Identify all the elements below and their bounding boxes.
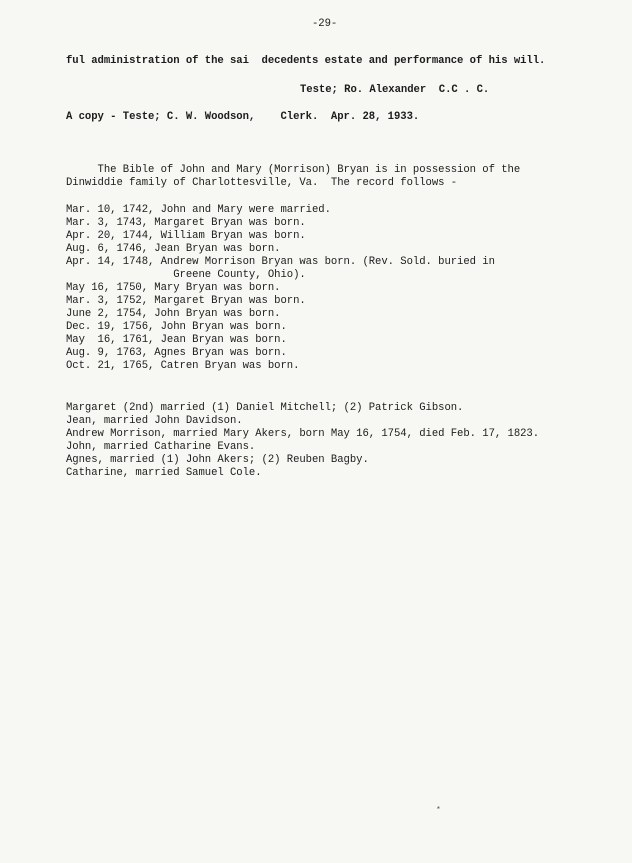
marriage-line: Agnes, married (1) John Akers; (2) Reuben Bagby. — [66, 454, 369, 466]
page-number: -29- — [312, 18, 338, 30]
marriage-line: Catharine, married Samuel Cole. — [66, 467, 262, 479]
record-line: Aug. 6, 1746, Jean Bryan was born. — [66, 243, 281, 255]
record-line: Apr. 14, 1748, Andrew Morrison Bryan was born. (Rev. Sold. buried in — [66, 256, 495, 268]
scan-speck: * — [436, 806, 441, 815]
record-line: Oct. 21, 1765, Catren Bryan was born. — [66, 360, 300, 372]
record-line: May 16, 1761, Jean Bryan was born. — [66, 334, 287, 346]
bible-paragraph-line-1: The Bible of John and Mary (Morrison) Bryan is in possession of the — [66, 164, 521, 176]
teste-signature: Teste; Ro. Alexander C.C . C. — [300, 84, 490, 96]
record-line: Greene County, Ohio). — [66, 269, 306, 281]
intro-line-1: ful administration of the sai decedents estate and performance of his will. — [66, 55, 546, 67]
record-line: Aug. 9, 1763, Agnes Bryan was born. — [66, 347, 287, 359]
bible-paragraph-line-2: Dinwiddie family of Charlottesville, Va. The record follows - — [66, 177, 458, 189]
marriage-line: John, married Catharine Evans. — [66, 441, 256, 453]
record-line: June 2, 1754, John Bryan was born. — [66, 308, 281, 320]
record-line: Apr. 20, 1744, William Bryan was born. — [66, 230, 306, 242]
copy-attestation: A copy - Teste; C. W. Woodson, Clerk. Apr. 28, 1933. — [66, 111, 420, 123]
marriage-line: Andrew Morrison, married Mary Akers, born May 16, 1754, died Feb. 17, 1823. — [66, 428, 540, 440]
record-line: Mar. 10, 1742, John and Mary were married. — [66, 204, 331, 216]
record-line: May 16, 1750, Mary Bryan was born. — [66, 282, 281, 294]
record-line: Mar. 3, 1752, Margaret Bryan was born. — [66, 295, 306, 307]
record-line: Mar. 3, 1743, Margaret Bryan was born. — [66, 217, 306, 229]
marriage-line: Jean, married John Davidson. — [66, 415, 243, 427]
marriage-line: Margaret (2nd) married (1) Daniel Mitchell; (2) Patrick Gibson. — [66, 402, 464, 414]
record-line: Dec. 19, 1756, John Bryan was born. — [66, 321, 287, 333]
